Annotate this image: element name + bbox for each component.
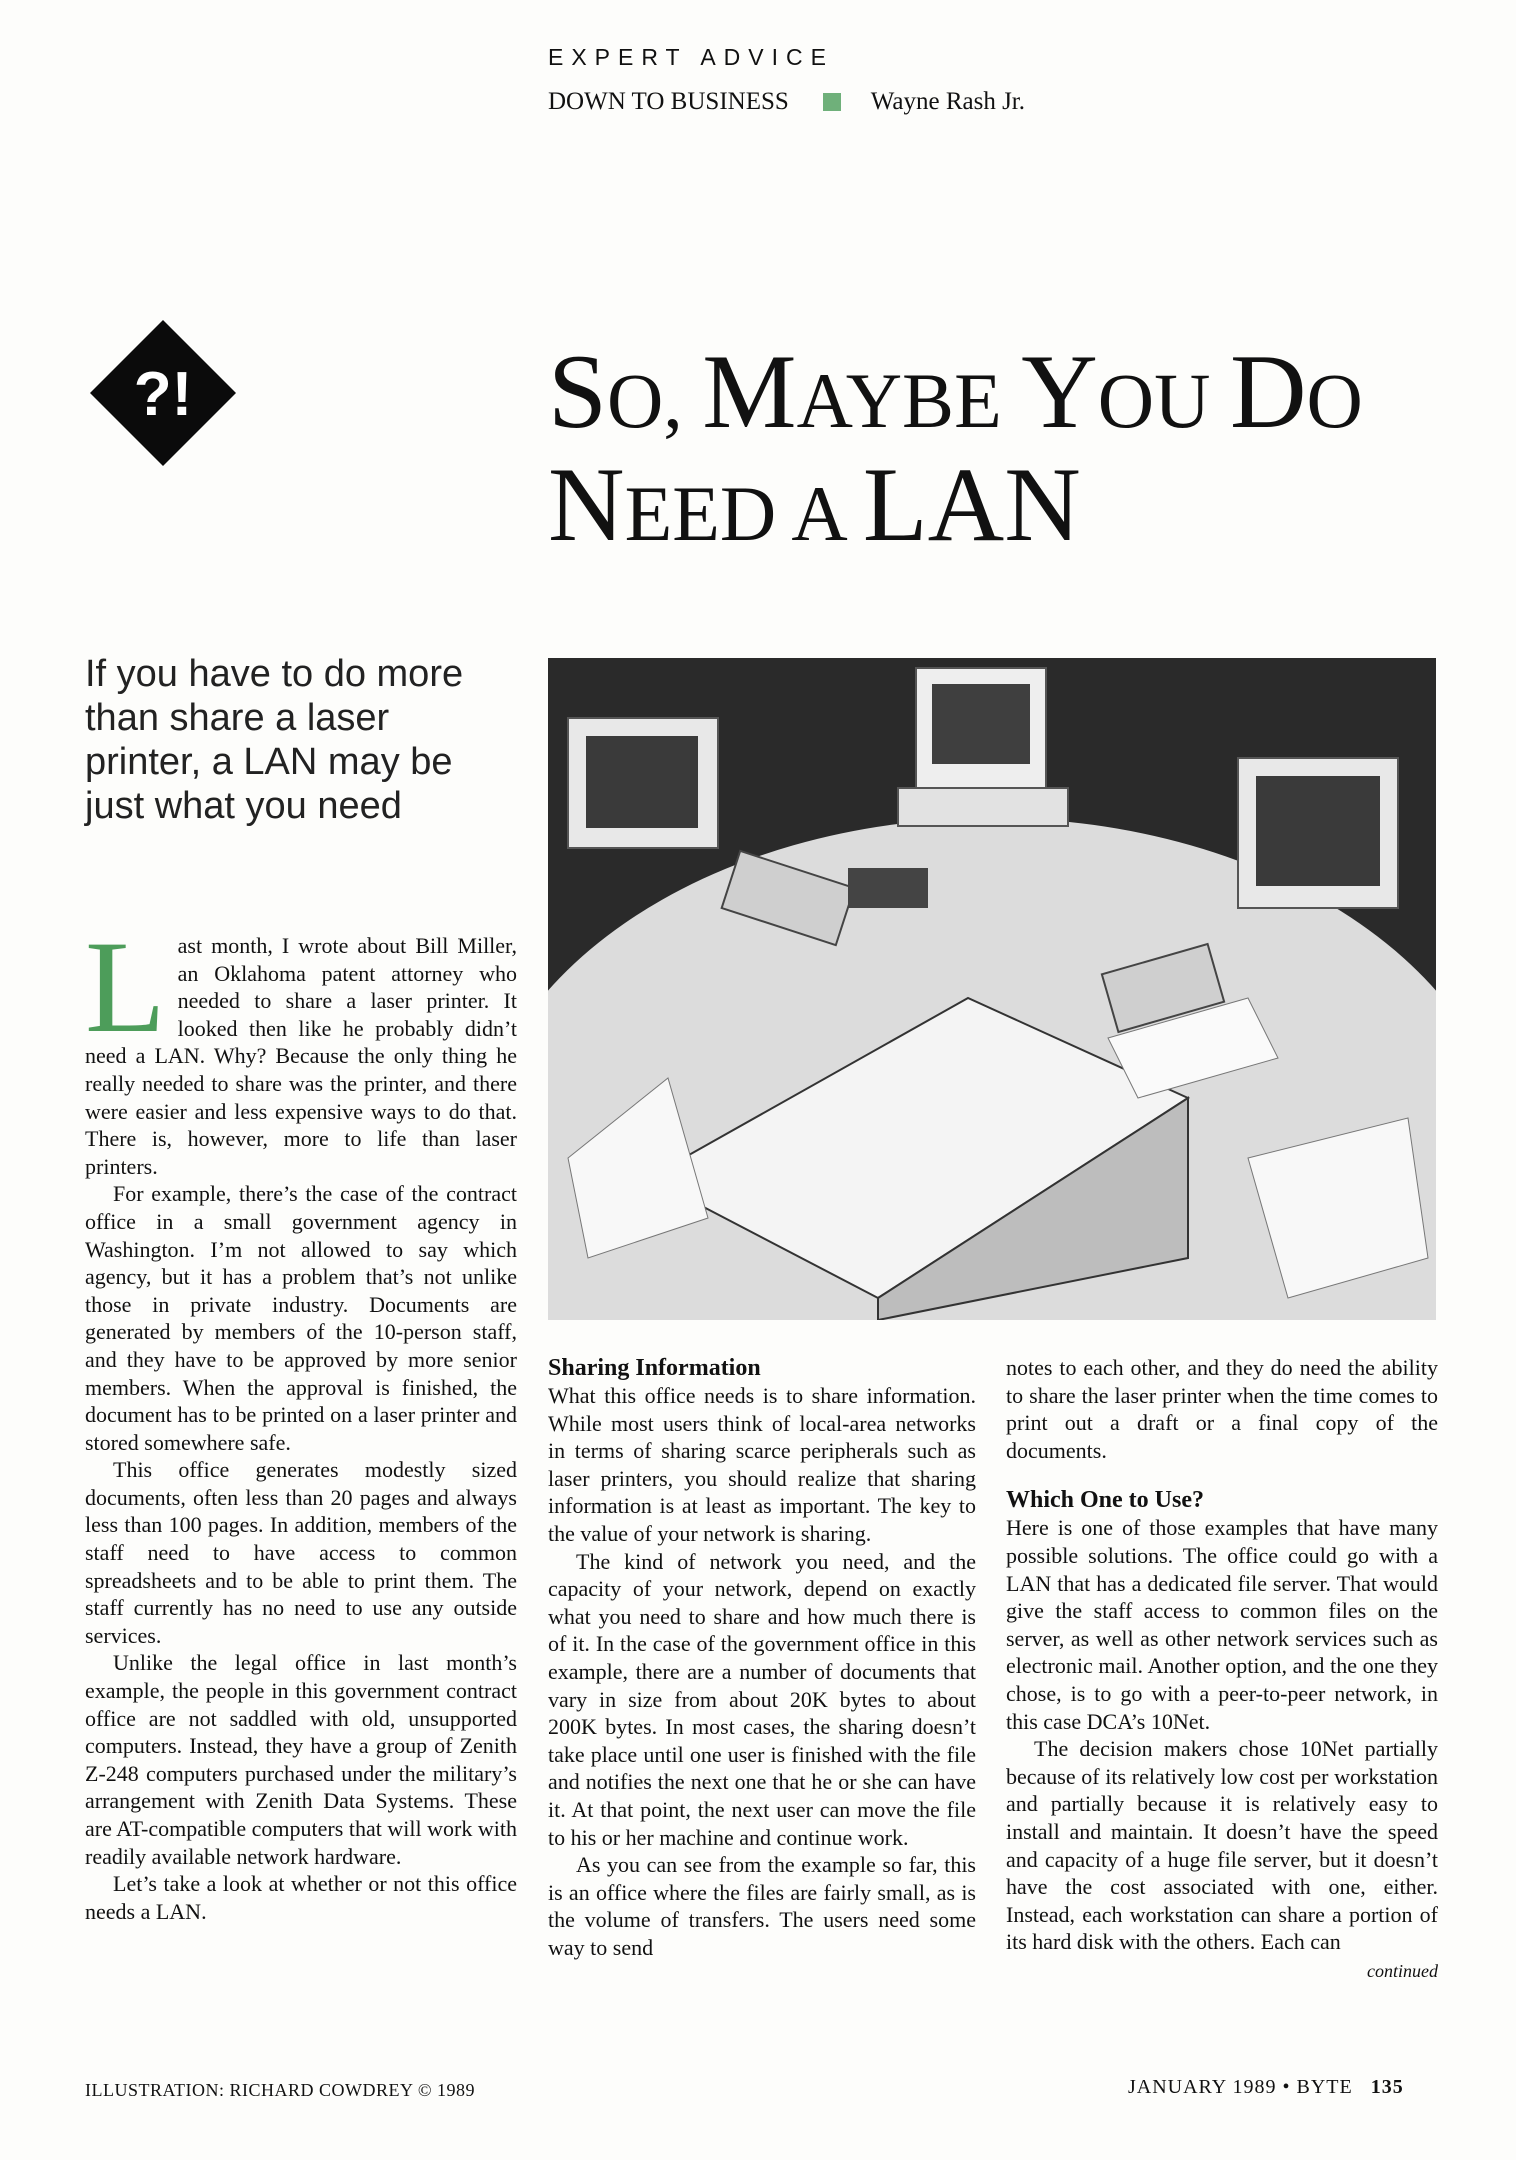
title-letter: D <box>1229 333 1307 450</box>
green-square-icon <box>823 93 841 111</box>
article-column-1 <box>85 913 517 1925</box>
article-paragraph: What this office needs is to share information. While most users think of local-area networks in terms of sharing scarce peripherals such as laser printers, you should realize that sharing information is at least as important. The key to the value of your network is sharing. <box>548 1383 976 1546</box>
article-paragraph: Let’s take a look at whether or not this office needs a LAN. <box>85 1871 517 1924</box>
title-letter: S <box>548 333 607 450</box>
paragraph-text: ast month, I wrote about Bill Miller, an Oklahoma patent attorney who needed to share a laser printer. It looked then like he probably didn’t need a LAN. Why? Because the only thing he really needed to share was the printer, and there were easier and less expensive ways to do that. There is, however, more to life than laser printers. <box>85 933 517 1179</box>
column-header <box>548 88 1025 116</box>
title-smallcaps: A <box>791 470 863 557</box>
drop-cap: L <box>85 913 166 1060</box>
article-deck: If you have to do more than share a laser printer, a LAN may be just what you need <box>85 653 464 827</box>
subheading-which-one: Which One to Use? <box>1006 1487 1204 1514</box>
article-paragraph: This office generates modestly sized documents, often less than 20 pages and always less than 100 pages. In addition, members of the staff need to have access to common spreadsheets and to be able to print them. The staff currently has no need to use any outside services. <box>85 1457 517 1648</box>
title-smallcaps: EED <box>624 470 792 557</box>
article-column-2 <box>548 1354 976 1961</box>
page-footer <box>1128 2076 1404 2099</box>
interrobang-diamond-icon <box>88 318 238 468</box>
article-paragraph: For example, there’s the case of the contract office in a small government agency in Washington. I’m not allowed to say which agency, but it has a problem that’s not unlike those in private industry. Documents are generated by members of the 10-person staff, and they have to be approved by more senior members. When the approval is finished, the document has to be printed on a laser printer and stored somewhere safe. <box>85 1181 517 1455</box>
section-kicker: EXPERT ADVICE <box>548 44 834 70</box>
article-paragraph: Unlike the legal office in last month’s example, the people in this government contract office are not saddled with old, unsupported computers. Instead, they have a group of Zenith Z-248 computers purchased under the military’s arrangement with Zenith Data Systems. These are AT-compatible computers that will work with readily available network hardware. <box>85 1650 517 1869</box>
title-letter: N <box>548 446 625 563</box>
title-smallcaps: OU <box>1097 357 1230 444</box>
continued-label: continued <box>1367 1960 1438 1981</box>
article-paragraph: The decision makers chose 10Net partially because of its relatively low cost per workstation and partially because it is relatively easy to install and maintain. It doesn’t have the speed and capacity of a huge file server, but it doesn’t have the cost associated with one, either. Instead, each workstation can share a portion of its hard disk with the others. Each can <box>1006 1736 1438 1955</box>
title-smallcaps: AYBE <box>796 357 1022 444</box>
article-paragraph: The kind of network you need, and the capacity of your network, depend on exactly what you need to share and how much there is of it. In the case of the government office in this example, there are a number of documents that vary in size from about 20K bytes to about 200K bytes. In most cases, the sharing doesn’t take place until one user is finished with the file and notifies the next one that he or she can have it. At that point, the next user can move the file to his or her machine and continue work. <box>548 1548 976 1850</box>
article-title <box>548 333 1448 566</box>
title-line-1 <box>548 333 1448 453</box>
article-paragraph: Here is one of those examples that have many possible solutions. The office could go with a LAN that has a dedicated file server. That would give the staff access to common files on the server, as well as other network services such as electronic mail. Another option, and the one they chose, is to go with a peer-to-peer network, in this case DCA’s 10Net. <box>1006 1515 1438 1734</box>
article-column-3 <box>1006 1354 1438 1985</box>
icon-glyph: ?! <box>133 360 193 429</box>
page-number: 135 <box>1370 2076 1404 2098</box>
subheading-sharing: Sharing Information <box>548 1355 761 1381</box>
author-name: Wayne Rash Jr. <box>870 88 1025 115</box>
title-letter: LAN <box>862 446 1081 563</box>
article-paragraph: As you can see from the example so far, this is an office where the files are fairly small, as is the volume of transfers. The users need some way to send <box>548 1852 976 1960</box>
title-letter: Y <box>1021 333 1098 450</box>
title-smallcaps: O <box>1306 357 1363 444</box>
title-line-2 <box>548 446 1448 566</box>
article-paragraph <box>85 913 517 1180</box>
office-network-illustration <box>548 658 1436 1320</box>
title-letter: M <box>702 333 797 450</box>
illustration-credit: ILLUSTRATION: RICHARD COWDREY © 1989 <box>85 2080 475 2100</box>
issue-label: JANUARY 1989 • BYTE <box>1128 2076 1353 2098</box>
column-name: DOWN TO BUSINESS <box>548 88 789 115</box>
article-paragraph: notes to each other, and they do need the ability to share the laser printer when the time comes to print out a draft or a final copy of the documents. <box>1006 1355 1438 1463</box>
title-smallcaps: O, <box>606 357 703 444</box>
